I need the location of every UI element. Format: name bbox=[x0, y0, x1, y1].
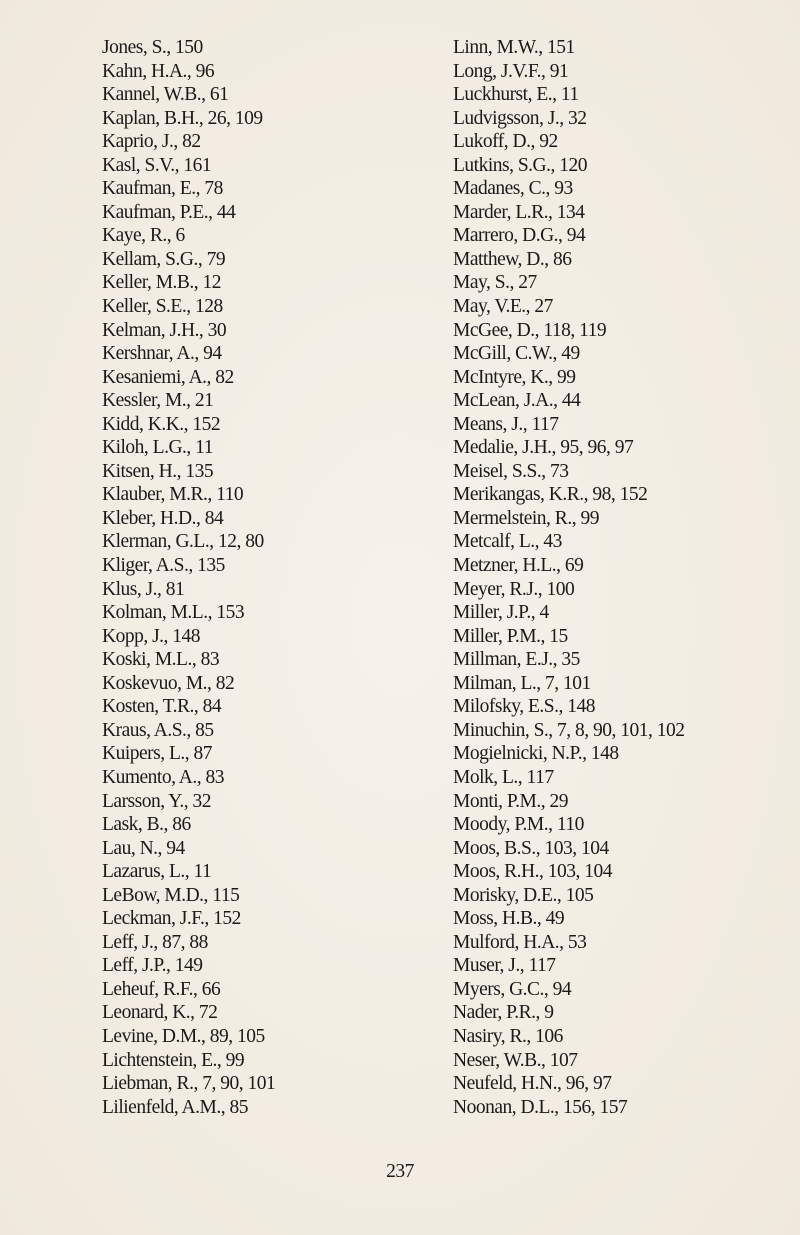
index-entry: Leheuf, R.F., 66 bbox=[102, 978, 221, 1000]
index-entry: Nader, P.R., 9 bbox=[453, 1002, 554, 1024]
index-entry: Mulford, H.A., 53 bbox=[453, 931, 587, 953]
index-entry: Moody, P.M., 110 bbox=[453, 814, 584, 836]
index-entry: Means, J., 117 bbox=[453, 413, 559, 435]
index-entry: Larsson, Y., 32 bbox=[102, 790, 211, 812]
index-entry: Kitsen, H., 135 bbox=[102, 460, 214, 482]
index-entry: Miller, P.M., 15 bbox=[453, 625, 568, 647]
index-entry: Leff, J.P., 149 bbox=[102, 955, 203, 977]
index-entry: Kiloh, L.G., 11 bbox=[102, 437, 213, 459]
index-entry: May, S., 27 bbox=[453, 272, 537, 294]
index-entry: Ludvigsson, J., 32 bbox=[453, 107, 587, 129]
index-entry: Leff, J., 87, 88 bbox=[102, 931, 208, 953]
index-entry: Kahn, H.A., 96 bbox=[102, 60, 215, 82]
index-entry: Marrero, D.G., 94 bbox=[453, 225, 586, 247]
index-entry: Moss, H.B., 49 bbox=[453, 908, 565, 930]
index-entry: Muser, J., 117 bbox=[453, 955, 556, 977]
index-entry: Neser, W.B., 107 bbox=[453, 1049, 578, 1071]
index-entry: Kopp, J., 148 bbox=[102, 625, 201, 647]
index-entry: Klus, J., 81 bbox=[102, 578, 185, 600]
index-entry: Kershnar, A., 94 bbox=[102, 343, 222, 365]
index-entry: Kliger, A.S., 135 bbox=[102, 555, 225, 577]
index-entry: Metzner, H.L., 69 bbox=[453, 555, 584, 577]
index-entry: Morisky, D.E., 105 bbox=[453, 884, 594, 906]
index-entry: Keller, S.E., 128 bbox=[102, 296, 223, 318]
index-entry: McGee, D., 118, 119 bbox=[453, 319, 607, 341]
index-entry: McGill, C.W., 49 bbox=[453, 343, 580, 365]
index-entry: Kaye, R., 6 bbox=[102, 225, 185, 247]
index-entry: Liebman, R., 7, 90, 101 bbox=[102, 1073, 276, 1095]
index-entry: Lask, B., 86 bbox=[102, 814, 191, 836]
index-entry: Miller, J.P., 4 bbox=[453, 602, 549, 624]
index-entry: Keller, M.B., 12 bbox=[102, 272, 222, 294]
index-entry: Kleber, H.D., 84 bbox=[102, 507, 224, 529]
index-entry: Klauber, M.R., 110 bbox=[102, 484, 244, 506]
index-entry: Marder, L.R., 134 bbox=[453, 201, 585, 223]
index-entry: Long, J.V.F., 91 bbox=[453, 60, 569, 82]
index-entry: Koskevuo, M., 82 bbox=[102, 672, 235, 694]
index-entry: Merikangas, K.R., 98, 152 bbox=[453, 484, 648, 506]
index-entry: Kellam, S.G., 79 bbox=[102, 248, 226, 270]
index-entry: Leonard, K., 72 bbox=[102, 1002, 218, 1024]
index-entry: Mermelstein, R., 99 bbox=[453, 507, 599, 529]
index-entry: Meyer, R.J., 100 bbox=[453, 578, 575, 600]
index-entry: Kolman, M.L., 153 bbox=[102, 602, 245, 624]
index-entry: Koski, M.L., 83 bbox=[102, 649, 220, 671]
index-entry: Milofsky, E.S., 148 bbox=[453, 696, 595, 718]
index-entry: Matthew, D., 86 bbox=[453, 248, 572, 270]
index-entry: Kaprio, J., 82 bbox=[102, 131, 201, 153]
index-entry: May, V.E., 27 bbox=[453, 296, 553, 318]
index-entry: Meisel, S.S., 73 bbox=[453, 460, 569, 482]
index-entry: McIntyre, K., 99 bbox=[453, 366, 576, 388]
index-entry: Lutkins, S.G., 120 bbox=[453, 154, 588, 176]
index-entry: Metcalf, L., 43 bbox=[453, 531, 562, 553]
index-entry: Lau, N., 94 bbox=[102, 837, 185, 859]
index-entry: Milman, L., 7, 101 bbox=[453, 672, 591, 694]
index-entry: Kuipers, L., 87 bbox=[102, 743, 213, 765]
index-entry: Leckman, J.F., 152 bbox=[102, 908, 241, 930]
index-entry: Kessler, M., 21 bbox=[102, 390, 214, 412]
index-entry: Kraus, A.S., 85 bbox=[102, 719, 214, 741]
index-entry: Lazarus, L., 11 bbox=[102, 861, 212, 883]
index-entry: Monti, P.M., 29 bbox=[453, 790, 568, 812]
index-entry: Moos, R.H., 103, 104 bbox=[453, 861, 613, 883]
index-entry: Lichtenstein, E., 99 bbox=[102, 1049, 245, 1071]
index-entry: Lukoff, D., 92 bbox=[453, 131, 558, 153]
index-entry: Moos, B.S., 103, 104 bbox=[453, 837, 609, 859]
index-entry: Jones, S., 150 bbox=[102, 37, 203, 58]
index-entry: Millman, E.J., 35 bbox=[453, 649, 580, 671]
index-entry: Kelman, J.H., 30 bbox=[102, 319, 227, 341]
index-entry: Nasiry, R., 106 bbox=[453, 1025, 563, 1047]
index-entry: Noonan, D.L., 156, 157 bbox=[453, 1096, 628, 1118]
index-entry: Kumento, A., 83 bbox=[102, 766, 224, 788]
index-entry: Madanes, C., 93 bbox=[453, 178, 573, 200]
index-entry: Neufeld, H.N., 96, 97 bbox=[453, 1073, 612, 1095]
index-entry: Klerman, G.L., 12, 80 bbox=[102, 531, 264, 553]
index-entry: Kannel, W.B., 61 bbox=[102, 84, 229, 106]
index-entry: Kaplan, B.H., 26, 109 bbox=[102, 107, 263, 129]
index-entry: Levine, D.M., 89, 105 bbox=[102, 1025, 265, 1047]
index-entry: Mogielnicki, N.P., 148 bbox=[453, 743, 619, 765]
index-column-right bbox=[453, 36, 783, 1119]
index-entry: Kosten, T.R., 84 bbox=[102, 696, 222, 718]
index-entry: Lilienfeld, A.M., 85 bbox=[102, 1096, 248, 1118]
index-entry: Luckhurst, E., 11 bbox=[453, 84, 579, 106]
index-entry: McLean, J.A., 44 bbox=[453, 390, 581, 412]
index-entry: Linn, M.W., 151 bbox=[453, 37, 575, 58]
index-entry: LeBow, M.D., 115 bbox=[102, 884, 240, 906]
index-entry: Minuchin, S., 7, 8, 90, 101, 102 bbox=[453, 719, 685, 741]
index-entry: Medalie, J.H., 95, 96, 97 bbox=[453, 437, 634, 459]
index-entry: Kaufman, E., 78 bbox=[102, 178, 223, 200]
index-entry: Myers, G.C., 94 bbox=[453, 978, 572, 1000]
index-entry: Molk, L., 117 bbox=[453, 766, 554, 788]
index-column-left bbox=[102, 36, 432, 1119]
index-entry: Kasl, S.V., 161 bbox=[102, 154, 212, 176]
index-entry: Kidd, K.K., 152 bbox=[102, 413, 221, 435]
index-entry: Kaufman, P.E., 44 bbox=[102, 201, 236, 223]
page-number: 237 bbox=[386, 1161, 414, 1182]
index-entry: Kesaniemi, A., 82 bbox=[102, 366, 234, 388]
